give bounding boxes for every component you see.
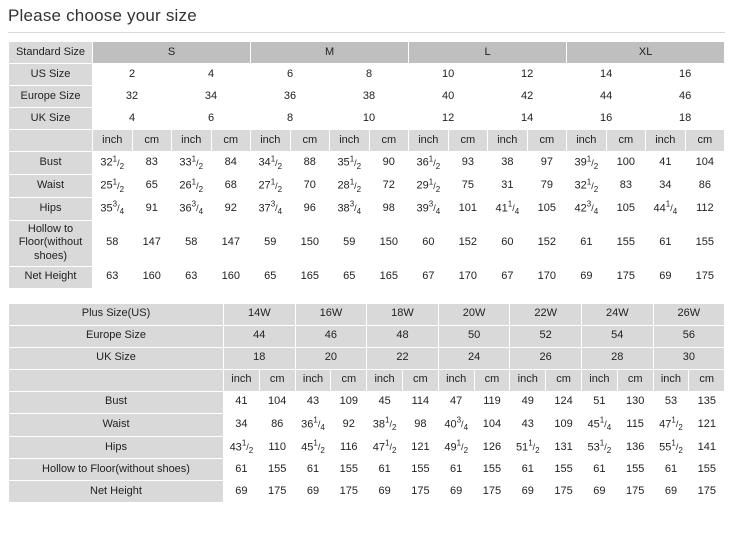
cell-value: 24 <box>438 347 510 369</box>
cell-value: 52 <box>510 325 582 347</box>
cell-value: $38^3/_4$ <box>330 197 370 220</box>
row-label-net-height: Net Height <box>9 266 93 288</box>
cell-value: 83 <box>132 152 172 175</box>
cell-value: 175 <box>474 481 510 503</box>
cell-value: 46 <box>295 325 367 347</box>
table-row <box>9 391 725 413</box>
cell-value: 130 <box>617 391 653 413</box>
group-header-l: L <box>409 42 567 64</box>
cell-value: 105 <box>527 197 567 220</box>
cell-value: 109 <box>331 391 367 413</box>
row-label-europe-size: Europe Size <box>9 325 224 347</box>
cell-value: 46 <box>646 86 725 108</box>
cell-value: 60 <box>488 220 528 266</box>
cell-value: 119 <box>474 391 510 413</box>
cell-value: 155 <box>474 459 510 481</box>
cell-value: 12 <box>488 64 567 86</box>
cell-value: 54 <box>581 325 653 347</box>
cell-value: 152 <box>527 220 567 266</box>
cell-value: 83 <box>606 174 646 197</box>
cell-value: 105 <box>606 197 646 220</box>
cell-value: 69 <box>510 481 546 503</box>
unit-header: cm <box>474 369 510 391</box>
cell-value: 61 <box>646 220 686 266</box>
table-row <box>9 413 725 436</box>
cell-value: 61 <box>438 459 474 481</box>
cell-value: 121 <box>402 436 438 459</box>
cell-value: 58 <box>172 220 212 266</box>
cell-value: 67 <box>488 266 528 288</box>
unit-header: inch <box>438 369 474 391</box>
cell-value: 70 <box>290 174 330 197</box>
cell-value: 60 <box>409 220 449 266</box>
cell-value: $36^1/_2$ <box>409 152 449 175</box>
unit-header: cm <box>448 130 488 152</box>
row-label-europe-size: Europe Size <box>9 86 93 108</box>
cell-value: 97 <box>527 152 567 175</box>
cell-value: 114 <box>402 391 438 413</box>
cell-value: 112 <box>685 197 725 220</box>
cell-value: 38 <box>330 86 409 108</box>
cell-value: 175 <box>546 481 582 503</box>
cell-value: 69 <box>367 481 403 503</box>
plus-size-header: 24W <box>581 303 653 325</box>
cell-value: 47 <box>438 391 474 413</box>
cell-value: 6 <box>251 64 330 86</box>
cell-value: 8 <box>330 64 409 86</box>
row-label-hips: Hips <box>9 197 93 220</box>
table-row <box>9 174 725 197</box>
unit-header: inch <box>93 130 133 152</box>
cell-value: 69 <box>295 481 331 503</box>
unit-header: inch <box>295 369 331 391</box>
table-row <box>9 369 725 391</box>
table-row <box>9 266 725 288</box>
cell-value: 165 <box>369 266 409 288</box>
row-label-bust: Bust <box>9 152 93 175</box>
table-row <box>9 325 725 347</box>
cell-value: 170 <box>448 266 488 288</box>
cell-value: 69 <box>646 266 686 288</box>
cell-value: 175 <box>685 266 725 288</box>
cell-value: $26^1/_2$ <box>172 174 212 197</box>
plus-size-header: 16W <box>295 303 367 325</box>
cell-value: 155 <box>617 459 653 481</box>
cell-value: 75 <box>448 174 488 197</box>
cell-value: 65 <box>330 266 370 288</box>
cell-value: 98 <box>402 413 438 436</box>
cell-value: $44^1/_4$ <box>646 197 686 220</box>
cell-value: 69 <box>567 266 607 288</box>
cell-value: $53^1/_2$ <box>581 436 617 459</box>
cell-value: 12 <box>409 108 488 130</box>
cell-value: $32^1/_2$ <box>567 174 607 197</box>
cell-value: 63 <box>172 266 212 288</box>
cell-value: 152 <box>448 220 488 266</box>
cell-value: 141 <box>689 436 725 459</box>
plus-size-header: 14W <box>224 303 296 325</box>
unit-header: inch <box>330 130 370 152</box>
cell-value: 91 <box>132 197 172 220</box>
table-row <box>9 303 725 325</box>
plus-size-header: 18W <box>367 303 439 325</box>
cell-value: 31 <box>488 174 528 197</box>
cell-value: 34 <box>224 413 260 436</box>
cell-value: 155 <box>606 220 646 266</box>
cell-value: 150 <box>369 220 409 266</box>
cell-value: $25^1/_2$ <box>93 174 133 197</box>
cell-value: $29^1/_2$ <box>409 174 449 197</box>
cell-value: 136 <box>617 436 653 459</box>
cell-value: 121 <box>689 413 725 436</box>
cell-value: 155 <box>331 459 367 481</box>
unit-header: inch <box>409 130 449 152</box>
row-label-net-height: Net Height <box>9 481 224 503</box>
cell-value: 40 <box>409 86 488 108</box>
cell-value: 155 <box>689 459 725 481</box>
cell-value: 135 <box>689 391 725 413</box>
cell-value: 69 <box>653 481 689 503</box>
cell-value: 124 <box>546 391 582 413</box>
cell-value: 32 <box>93 86 172 108</box>
table-row <box>9 64 725 86</box>
cell-value: 61 <box>510 459 546 481</box>
cell-value: 175 <box>689 481 725 503</box>
cell-value: $47^1/_2$ <box>653 413 689 436</box>
unit-header: cm <box>211 130 251 152</box>
cell-value: $45^1/_2$ <box>295 436 331 459</box>
cell-value: 45 <box>367 391 403 413</box>
group-header-s: S <box>93 42 251 64</box>
cell-value: 61 <box>224 459 260 481</box>
row-label-uk-size: UK Size <box>9 347 224 369</box>
cell-value: $42^3/_4$ <box>567 197 607 220</box>
cell-value: 147 <box>132 220 172 266</box>
unit-header: cm <box>290 130 330 152</box>
unit-header: inch <box>224 369 260 391</box>
cell-value: 58 <box>93 220 133 266</box>
group-header-xl: XL <box>567 42 725 64</box>
table-row <box>9 436 725 459</box>
cell-value: 155 <box>259 459 295 481</box>
cell-value: $28^1/_2$ <box>330 174 370 197</box>
cell-value: $32^1/_2$ <box>93 152 133 175</box>
unit-header: cm <box>606 130 646 152</box>
row-label-us-size: US Size <box>9 64 93 86</box>
row-label-bust: Bust <box>9 391 224 413</box>
cell-value: 20 <box>295 347 367 369</box>
cell-value: 147 <box>211 220 251 266</box>
cell-value: $36^3/_4$ <box>172 197 212 220</box>
cell-value: 115 <box>617 413 653 436</box>
cell-value: 110 <box>259 436 295 459</box>
unit-header: cm <box>259 369 295 391</box>
cell-value: 165 <box>290 266 330 288</box>
cell-value: 26 <box>510 347 582 369</box>
cell-value: 48 <box>367 325 439 347</box>
group-header-m: M <box>251 42 409 64</box>
table-row <box>9 220 725 266</box>
row-label-plus-size: Plus Size(US) <box>9 303 224 325</box>
cell-value: 49 <box>510 391 546 413</box>
cell-value: $39^1/_2$ <box>567 152 607 175</box>
cell-value: $43^1/_2$ <box>224 436 260 459</box>
cell-value: 18 <box>646 108 725 130</box>
cell-value: 155 <box>402 459 438 481</box>
cell-value: $40^3/_4$ <box>438 413 474 436</box>
table-row <box>9 152 725 175</box>
cell-value: 8 <box>251 108 330 130</box>
cell-value: 131 <box>546 436 582 459</box>
unit-header: cm <box>546 369 582 391</box>
cell-value: 69 <box>581 481 617 503</box>
cell-value: 53 <box>653 391 689 413</box>
cell-value: 93 <box>448 152 488 175</box>
cell-value: 43 <box>295 391 331 413</box>
row-label-waist: Waist <box>9 413 224 436</box>
cell-value: 42 <box>488 86 567 108</box>
plus-size-table <box>8 303 725 504</box>
unit-header: inch <box>653 369 689 391</box>
cell-value: $35^3/_4$ <box>93 197 133 220</box>
cell-value: 101 <box>448 197 488 220</box>
cell-value: 10 <box>409 64 488 86</box>
cell-value: $51^1/_2$ <box>510 436 546 459</box>
cell-value: 170 <box>527 266 567 288</box>
row-label-waist: Waist <box>9 174 93 197</box>
table-row <box>9 459 725 481</box>
unit-header: inch <box>646 130 686 152</box>
unit-header: cm <box>527 130 567 152</box>
cell-value: 69 <box>224 481 260 503</box>
cell-value: 88 <box>290 152 330 175</box>
row-label-standard-size: Standard Size <box>9 42 93 64</box>
table-row <box>9 347 725 369</box>
cell-value: 30 <box>653 347 725 369</box>
unit-header: inch <box>488 130 528 152</box>
cell-value: $27^1/_2$ <box>251 174 291 197</box>
cell-value: $41^1/_4$ <box>488 197 528 220</box>
cell-value: 2 <box>93 64 172 86</box>
cell-value: 44 <box>224 325 296 347</box>
unit-header: inch <box>172 130 212 152</box>
standard-size-table <box>8 41 725 289</box>
cell-value: 63 <box>93 266 133 288</box>
cell-value: 69 <box>438 481 474 503</box>
cell-value: 67 <box>409 266 449 288</box>
unit-header: inch <box>581 369 617 391</box>
table-row <box>9 481 725 503</box>
cell-value: 61 <box>367 459 403 481</box>
cell-value: 72 <box>369 174 409 197</box>
unit-header: inch <box>567 130 607 152</box>
table-spacer <box>0 289 733 303</box>
cell-value: 65 <box>132 174 172 197</box>
cell-value: 14 <box>488 108 567 130</box>
cell-value: 44 <box>567 86 646 108</box>
cell-value: $33^1/_2$ <box>172 152 212 175</box>
cell-value: 41 <box>646 152 686 175</box>
cell-value: 16 <box>646 64 725 86</box>
cell-value: 96 <box>290 197 330 220</box>
cell-value: 56 <box>653 325 725 347</box>
table-row <box>9 86 725 108</box>
unit-header: inch <box>367 369 403 391</box>
cell-value: 84 <box>211 152 251 175</box>
cell-value: 34 <box>172 86 251 108</box>
cell-value: 18 <box>224 347 296 369</box>
unit-header: cm <box>402 369 438 391</box>
cell-value: 4 <box>93 108 172 130</box>
cell-value: 22 <box>367 347 439 369</box>
cell-value: 150 <box>290 220 330 266</box>
table-row <box>9 42 725 64</box>
title-divider <box>8 32 725 33</box>
unit-header: cm <box>689 369 725 391</box>
row-label-hips: Hips <box>9 436 224 459</box>
cell-value: 79 <box>527 174 567 197</box>
cell-value: $35^1/_2$ <box>330 152 370 175</box>
unit-header: cm <box>685 130 725 152</box>
plus-size-header: 20W <box>438 303 510 325</box>
cell-value: 92 <box>331 413 367 436</box>
row-label-uk-size: UK Size <box>9 108 93 130</box>
cell-value: 59 <box>330 220 370 266</box>
cell-value: 92 <box>211 197 251 220</box>
unit-header: inch <box>251 130 291 152</box>
cell-value: 4 <box>172 64 251 86</box>
cell-value: 104 <box>685 152 725 175</box>
unit-header: cm <box>132 130 172 152</box>
cell-value: 28 <box>581 347 653 369</box>
row-label-hollow-to-floor: Hollow to Floor(without shoes) <box>9 220 93 266</box>
cell-value: 51 <box>581 391 617 413</box>
cell-value: 109 <box>546 413 582 436</box>
cell-value: 61 <box>567 220 607 266</box>
cell-value: 86 <box>259 413 295 436</box>
unit-header: cm <box>331 369 367 391</box>
cell-value: $49^1/_2$ <box>438 436 474 459</box>
table-row <box>9 197 725 220</box>
cell-value: 126 <box>474 436 510 459</box>
unit-header: cm <box>369 130 409 152</box>
row-label-unit <box>9 369 224 391</box>
plus-size-header: 22W <box>510 303 582 325</box>
cell-value: 14 <box>567 64 646 86</box>
cell-value: $45^1/_4$ <box>581 413 617 436</box>
cell-value: 116 <box>331 436 367 459</box>
cell-value: 41 <box>224 391 260 413</box>
cell-value: 175 <box>259 481 295 503</box>
cell-value: $39^3/_4$ <box>409 197 449 220</box>
cell-value: 38 <box>488 152 528 175</box>
cell-value: 16 <box>567 108 646 130</box>
unit-header: inch <box>510 369 546 391</box>
cell-value: 175 <box>606 266 646 288</box>
plus-size-header: 26W <box>653 303 725 325</box>
cell-value: 104 <box>259 391 295 413</box>
cell-value: 100 <box>606 152 646 175</box>
table-row <box>9 130 725 152</box>
cell-value: 68 <box>211 174 251 197</box>
cell-value: 160 <box>132 266 172 288</box>
cell-value: 155 <box>685 220 725 266</box>
cell-value: 59 <box>251 220 291 266</box>
cell-value: 65 <box>251 266 291 288</box>
cell-value: 90 <box>369 152 409 175</box>
cell-value: 61 <box>653 459 689 481</box>
unit-header: cm <box>617 369 653 391</box>
cell-value: $36^1/_4$ <box>295 413 331 436</box>
cell-value: $55^1/_2$ <box>653 436 689 459</box>
cell-value: 160 <box>211 266 251 288</box>
cell-value: 61 <box>581 459 617 481</box>
row-label-hollow-to-floor: Hollow to Floor(without shoes) <box>9 459 224 481</box>
cell-value: 36 <box>251 86 330 108</box>
cell-value: 155 <box>546 459 582 481</box>
cell-value: 86 <box>685 174 725 197</box>
cell-value: 61 <box>295 459 331 481</box>
cell-value: 104 <box>474 413 510 436</box>
table-row <box>9 108 725 130</box>
cell-value: $47^1/_2$ <box>367 436 403 459</box>
cell-value: 6 <box>172 108 251 130</box>
cell-value: 50 <box>438 325 510 347</box>
cell-value: 34 <box>646 174 686 197</box>
cell-value: 175 <box>617 481 653 503</box>
cell-value: 10 <box>330 108 409 130</box>
cell-value: $34^1/_2$ <box>251 152 291 175</box>
cell-value: 98 <box>369 197 409 220</box>
cell-value: 175 <box>402 481 438 503</box>
cell-value: $38^1/_2$ <box>367 413 403 436</box>
cell-value: 175 <box>331 481 367 503</box>
page-title: Please choose your size <box>8 6 197 25</box>
row-label-unit <box>9 130 93 152</box>
cell-value: $37^3/_4$ <box>251 197 291 220</box>
cell-value: 43 <box>510 413 546 436</box>
